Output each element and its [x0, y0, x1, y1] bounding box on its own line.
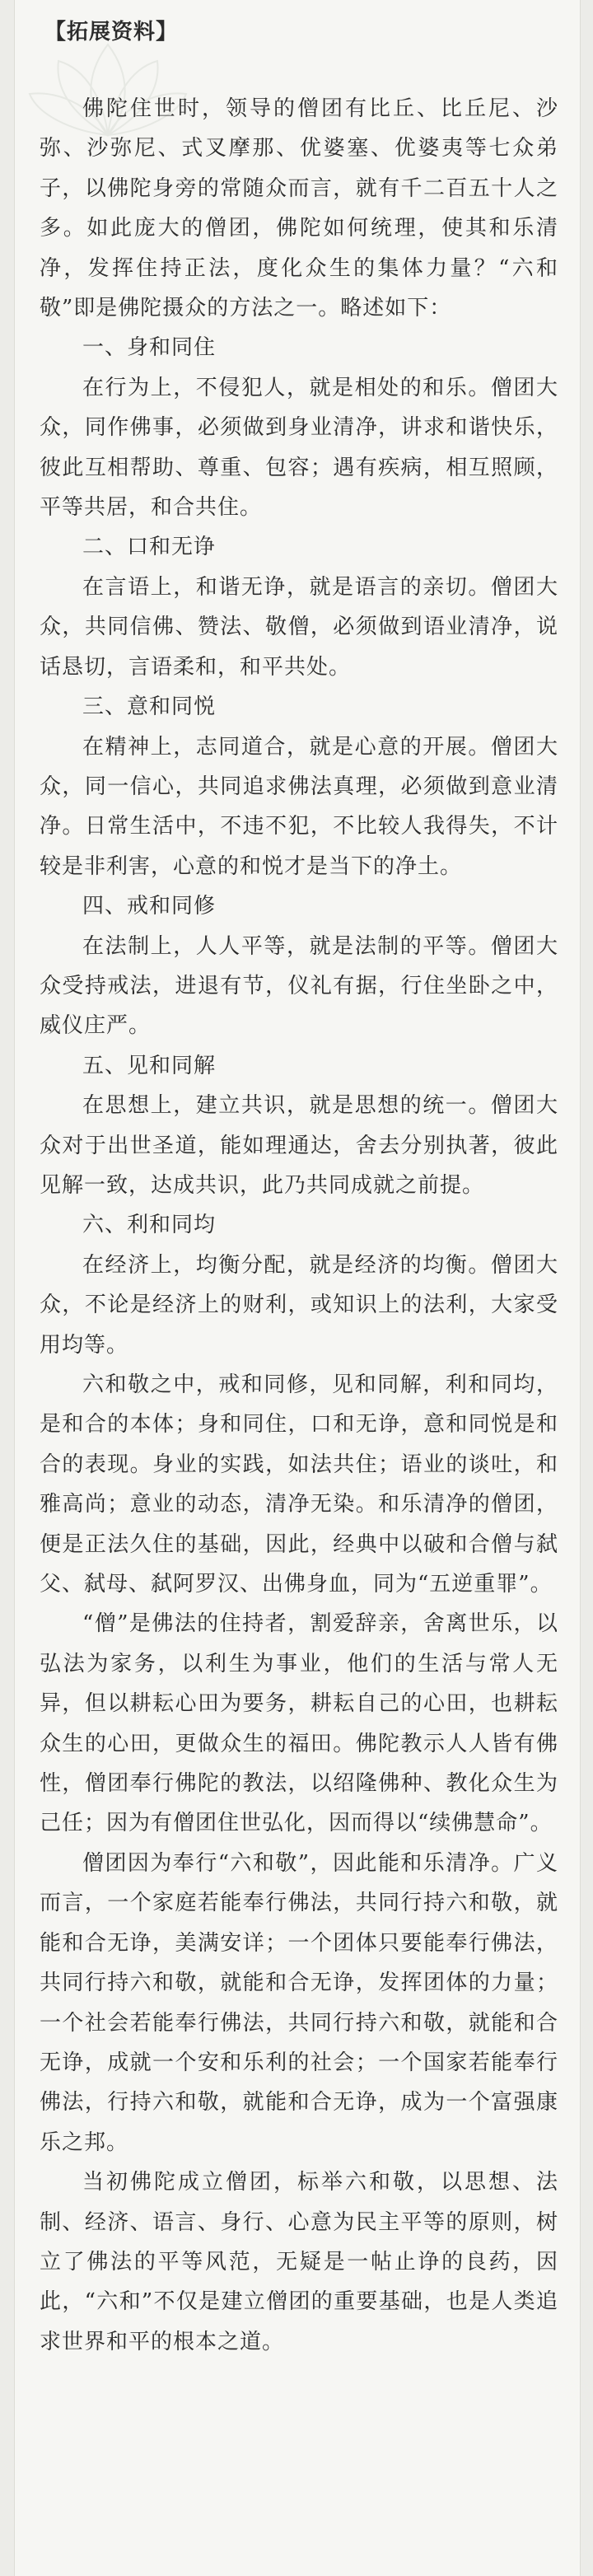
paragraph: 六和敬之中，戒和同修，见和同解，利和同均，是和合的本体；身和同住，口和无诤，意和同悦是和合的表现。身业的实践，如法共住；语业的谈吐，和雅高尚；意业的动态，清净无染。和乐清净的僧团，便是正法久住的基础，因此，经典中以破和合僧与弑父、弑母、弑阿罗汉、出佛身血，同为“五逆重罪”。: [40, 1372, 558, 1597]
paragraph: 在言语上，和谐无诤，就是语言的亲切。僧团大众，共同信佛、赞法、敬僧，必须做到语业清净，说话恳切，言语柔和，和平共处。: [40, 574, 558, 680]
section-heading: 四、戒和同修: [82, 894, 217, 919]
section-heading: 一、身和同住: [82, 335, 217, 361]
paragraph: 佛陀住世时，领导的僧团有比丘、比丘尼、沙弥、沙弥尼、式叉摩那、优婆塞、优婆夷等七众弟子，以佛陀身旁的常随众而言，就有千二百五十人之多。如此庞大的僧团，佛陀如何统理，使其和乐清净，发挥住持正法，度化众生的集体力量？“六和敬”即是佛陀摄众的方法之一。略述如下：: [40, 96, 558, 321]
article-page: [14, 0, 581, 2576]
paragraph: 在思想上，建立共识，就是思想的统一。僧团大众对于出世圣道，能如理通达，舍去分别执著，彼此见解一致，达成共识，此乃共同成就之前提。: [40, 1093, 558, 1198]
paragraph: 在精神上，志同道合，就是心意的开展。僧团大众，同一信心，共同追求佛法真理，必须做到意业清净。日常生活中，不违不犯，不比较人我得失，不计较是非利害，心意的和悦才是当下的净土。: [40, 734, 558, 879]
section-heading: 六、利和同均: [82, 1213, 217, 1238]
paragraph: “僧”是佛法的住持者，割爱辞亲，舍离世乐，以弘法为家务，以利生为事业，他们的生活与常人无异，但以耕耘心田为要务，耕耘自己的心田，也耕耘众生的心田，更做众生的福田。佛陀教示人人皆有佛性，僧团奉行佛陀的教法，以绍隆佛种、教化众生为己任；因为有僧团住世弘化，因而得以“续佛慧命”。: [40, 1611, 558, 1836]
paragraph: 在经济上，均衡分配，就是经济的均衡。僧团大众，不论是经济上的财利，或知识上的法利，大家受用均等。: [40, 1252, 558, 1358]
section-heading: 二、口和无诤: [82, 535, 217, 560]
article-body: [40, 89, 558, 2362]
paragraph: 在行为上，不侵犯人，就是相处的和乐。僧团大众，同作佛事，必须做到身业清净，讲求和谐快乐，彼此互相帮助、尊重、包容；遇有疾病，相互照顾，平等共居，和合共住。: [40, 375, 558, 521]
paragraph: 在法制上，人人平等，就是法制的平等。僧团大众受持戒法，进退有节，仪礼有据，行住坐卧之中，威仪庄严。: [40, 933, 558, 1039]
section-heading: 三、意和同悦: [82, 694, 217, 720]
section-heading: 五、见和同解: [82, 1053, 217, 1078]
paragraph: 当初佛陀成立僧团，标举六和敬，以思想、法制、经济、语言、身行、心意为民主平等的原则，树立了佛法的平等风范，无疑是一帖止诤的良药，因此，“六和”不仅是建立僧团的重要基础，也是人类追求世界和平的根本之道。: [40, 2170, 558, 2354]
paragraph: 僧团因为奉行“六和敬”，因此能和乐清净。广义而言，一个家庭若能奉行佛法，共同行持六和敬，就能和合无诤，美满安详；一个团体只要能奉行佛法，共同行持六和敬，就能和合无诤，发挥团体的力量；一个社会若能奉行佛法，共同行持六和敬，就能和合无诤，成就一个安和乐利的社会；一个国家若能奉行佛法，行持六和敬，就能和合无诤，成为一个富强康乐之邦。: [40, 1850, 558, 2155]
section-title: 【拓展资料】: [44, 20, 179, 44]
